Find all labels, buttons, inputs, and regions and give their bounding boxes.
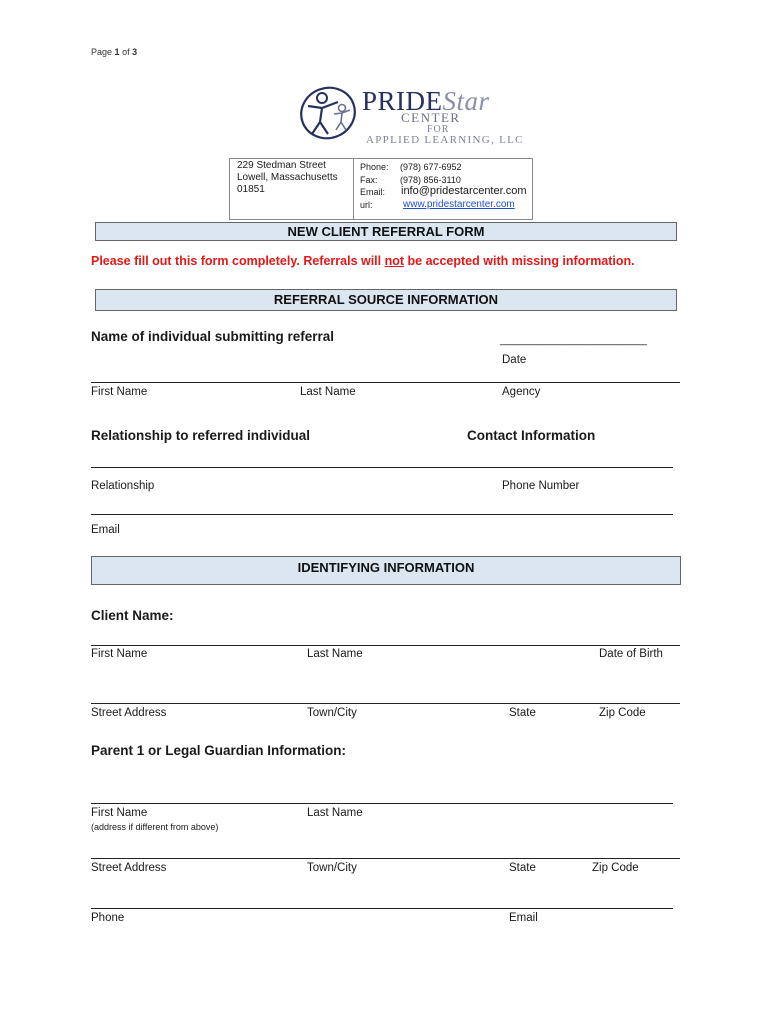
fax-value: (978) 856-3110 <box>400 175 461 185</box>
referral-name-line[interactable] <box>91 382 680 383</box>
referral-name-heading: Name of individual submitting referral <box>91 329 335 344</box>
referral-last-name-label: Last Name <box>300 386 356 398</box>
page-of: of <box>122 47 130 57</box>
address-street: 229 Stedman Street <box>237 160 326 171</box>
brand-star: Star <box>442 86 490 116</box>
parent-address-line[interactable] <box>91 858 680 859</box>
client-first-name-label: First Name <box>91 648 148 660</box>
page-label: Page <box>91 47 113 57</box>
client-name-heading: Client Name: <box>91 608 174 623</box>
address-zip: 01851 <box>237 184 265 195</box>
referral-date-blank[interactable]: ________________________ <box>500 334 647 346</box>
brand-center: CENTER <box>401 110 461 125</box>
client-name-line[interactable] <box>91 645 680 646</box>
parent-contact-line[interactable] <box>91 908 673 909</box>
url-label: url: <box>360 200 373 210</box>
referral-date-label: Date <box>502 354 527 366</box>
parent-last-name-label: Last Name <box>307 807 363 819</box>
client-street-label: Street Address <box>91 707 167 719</box>
client-address-line[interactable] <box>91 703 680 704</box>
parent-town-label: Town/City <box>307 862 357 874</box>
parent-name-line[interactable] <box>91 803 673 804</box>
email-value: info@pridestarcenter.com <box>401 185 527 197</box>
fax-label: Fax: <box>360 175 378 185</box>
referral-email-label: Email <box>91 524 120 536</box>
relationship-line[interactable] <box>91 467 673 468</box>
phone-number-label: Phone Number <box>502 480 580 492</box>
parent-street-label: Street Address <box>91 862 167 874</box>
warning-before: Please fill out this form completely. Referrals will <box>91 254 385 268</box>
parent-state-label: State <box>509 862 536 874</box>
form-title: NEW CLIENT REFERRAL FORM <box>95 222 677 241</box>
parent-address-note: (address if different from above) <box>91 822 219 832</box>
page-current: 1 <box>114 47 120 57</box>
brand-applied: APPLIED LEARNING, LLC <box>366 134 524 146</box>
page-number <box>91 47 137 57</box>
client-dob-label: Date of Birth <box>599 648 663 660</box>
relationship-heading: Relationship to referred individual <box>91 428 311 443</box>
referral-agency-label: Agency <box>502 386 541 398</box>
phone-value: (978) 677-6952 <box>400 162 462 172</box>
parent-email-label: Email <box>509 912 538 924</box>
warning-text <box>91 254 635 268</box>
client-last-name-label: Last Name <box>307 648 363 660</box>
client-state-label: State <box>509 707 536 719</box>
referral-first-name-label: First Name <box>91 386 148 398</box>
parent-first-name-label: First Name <box>91 807 148 819</box>
contact-info-heading: Contact Information <box>467 428 596 443</box>
relationship-label: Relationship <box>91 480 155 492</box>
warning-emphasis: not <box>384 254 405 268</box>
client-town-label: Town/City <box>307 707 357 719</box>
website-link[interactable]: www.pridestarcenter.com <box>403 199 515 210</box>
email-line[interactable] <box>91 514 673 515</box>
parent-heading: Parent 1 or Legal Guardian Information: <box>91 743 347 758</box>
pridestar-logo-icon <box>298 84 360 140</box>
address-table-divider <box>353 158 354 219</box>
page-total: 3 <box>132 47 138 57</box>
phone-label: Phone: <box>360 162 389 172</box>
brand-pride: PRIDE <box>362 86 443 116</box>
identifying-section-title: IDENTIFYING INFORMATION <box>91 556 681 585</box>
email-label: Email: <box>360 187 386 197</box>
client-zip-label: Zip Code <box>599 707 646 719</box>
parent-phone-label: Phone <box>91 912 125 924</box>
parent-zip-label: Zip Code <box>592 862 639 874</box>
brand-for: FOR <box>427 124 450 135</box>
warning-after: be accepted with missing information. <box>404 254 635 268</box>
address-city: Lowell, Massachusetts <box>237 172 338 183</box>
referral-section-title: REFERRAL SOURCE INFORMATION <box>95 289 677 311</box>
